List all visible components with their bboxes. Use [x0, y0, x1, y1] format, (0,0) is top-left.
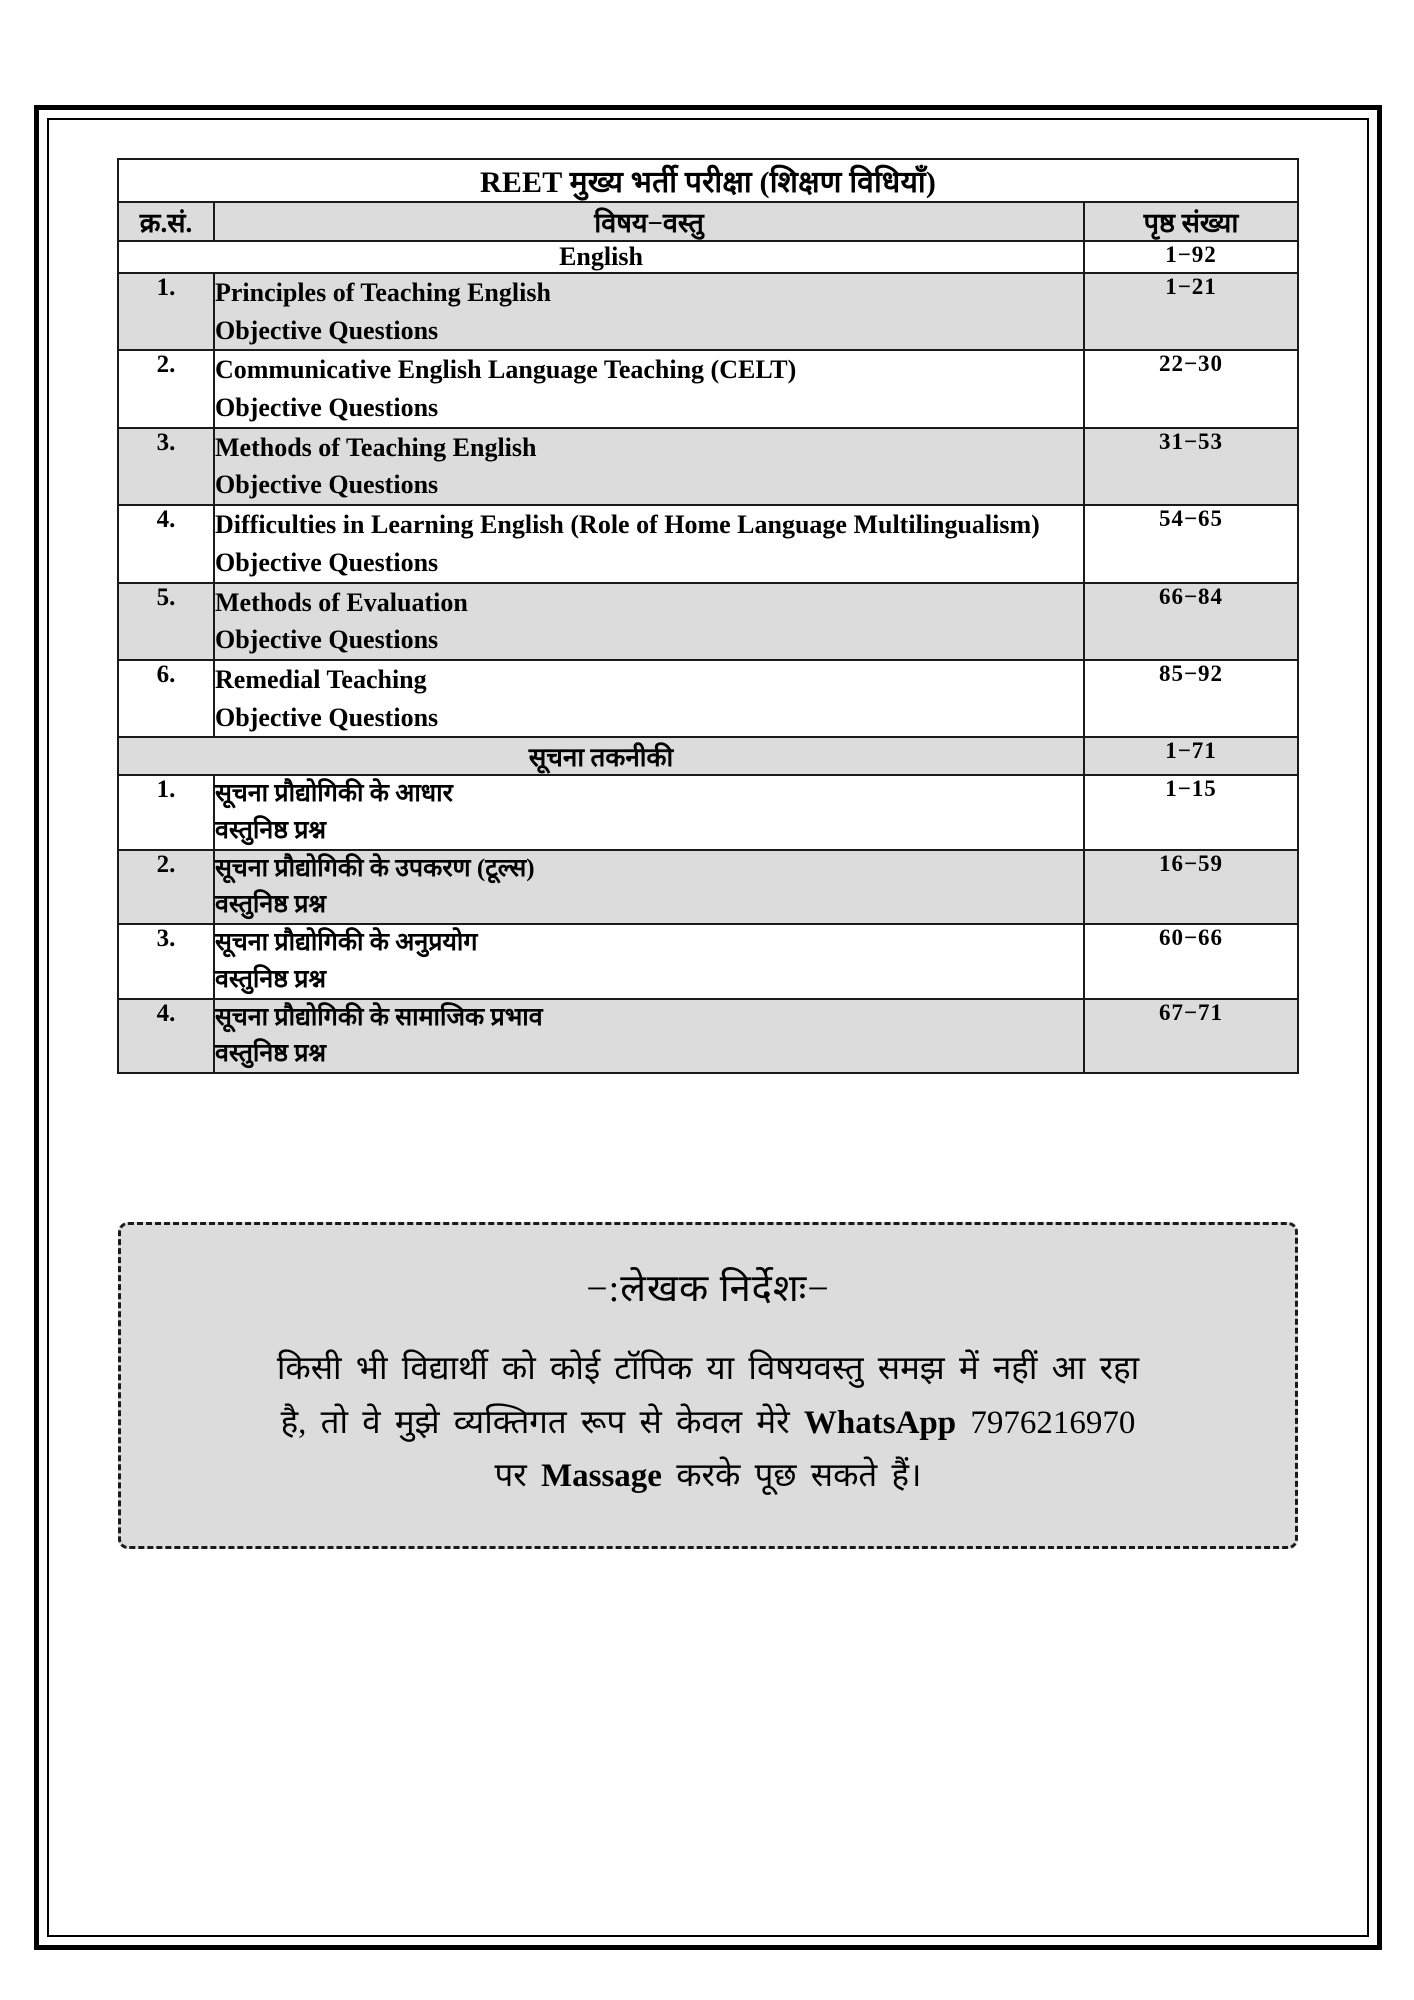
row-topic-title: सूचना प्रौद्योगिकी के अनुप्रयोग	[215, 929, 478, 957]
row-sr-no: 4.	[118, 505, 214, 582]
table-row	[118, 350, 1298, 427]
row-topic-sub: Objective Questions	[215, 470, 439, 500]
row-pages: 1−21	[1084, 273, 1298, 350]
row-sr-no: 2.	[118, 350, 214, 427]
row-topic-title: Principles of Teaching English	[215, 278, 551, 307]
author-note-line-3-suffix: करके पूछ सकते हैं।	[676, 1458, 922, 1495]
row-topic	[214, 350, 1084, 427]
row-topic-title: सूचना प्रौद्योगिकी के उपकरण (टूल्स)	[215, 854, 535, 882]
table-row	[118, 660, 1298, 737]
row-topic	[214, 583, 1084, 660]
row-sr-no: 4.	[118, 999, 214, 1074]
whatsapp-phone-number: 7976216970	[970, 1404, 1136, 1441]
author-note-box	[118, 1222, 1298, 1548]
table-row	[118, 273, 1298, 350]
row-sr-no: 6.	[118, 660, 214, 737]
row-topic	[214, 505, 1084, 582]
column-header-page-no: पृष्ठ संख्या	[1084, 202, 1298, 241]
section-pages-soochna-takneeki: 1−71	[1084, 737, 1298, 775]
author-note-body	[155, 1343, 1261, 1509]
row-topic-sub: वस्तुनिष्ठ प्रश्न	[215, 816, 327, 844]
section-name-english: English	[118, 241, 1084, 273]
table-title-row	[118, 159, 1298, 202]
row-pages: 16−59	[1084, 850, 1298, 925]
row-topic-title: Methods of Evaluation	[215, 587, 468, 617]
row-pages: 60−66	[1084, 924, 1298, 999]
row-sr-no: 3.	[118, 924, 214, 999]
row-topic-title: Methods of Teaching English	[215, 432, 537, 462]
row-topic-title: Remedial Teaching	[215, 664, 427, 694]
row-topic	[214, 850, 1084, 925]
row-pages: 1−15	[1084, 775, 1298, 850]
column-header-subject: विषय−वस्तु	[214, 202, 1084, 241]
massage-label: Massage	[540, 1458, 662, 1495]
row-topic-sub: Objective Questions	[215, 315, 439, 345]
row-topic-sub: वस्तुनिष्ठ प्रश्न	[215, 891, 327, 918]
row-topic	[214, 924, 1084, 999]
author-note-line-1: किसी भी विद्यार्थी को कोई टॉपिक या विषयवस्तु समझ में नहीं आ रहा	[276, 1351, 1140, 1388]
row-topic	[214, 775, 1084, 850]
row-pages: 66−84	[1084, 583, 1298, 660]
author-note-line-2	[159, 1397, 1257, 1450]
section-header-row	[118, 737, 1298, 775]
table-row	[118, 428, 1298, 505]
row-topic-sub: Objective Questions	[215, 702, 439, 732]
row-pages: 85−92	[1084, 660, 1298, 737]
row-topic	[214, 999, 1084, 1074]
author-note-line-3	[159, 1450, 1257, 1503]
row-sr-no: 5.	[118, 583, 214, 660]
row-topic	[214, 273, 1084, 350]
row-topic	[214, 428, 1084, 505]
row-pages: 67−71	[1084, 999, 1298, 1074]
author-note-heading: −:लेखक निर्देशः−	[586, 1268, 830, 1311]
table-row	[118, 505, 1298, 582]
row-topic	[214, 660, 1084, 737]
row-topic-sub: Objective Questions	[215, 547, 439, 577]
row-sr-no: 1.	[118, 775, 214, 850]
row-sr-no: 1.	[118, 273, 214, 350]
table-header-row	[118, 202, 1298, 241]
row-sr-no: 2.	[118, 850, 214, 925]
table-row	[118, 775, 1298, 850]
row-sr-no: 3.	[118, 428, 214, 505]
row-topic-sub: Objective Questions	[215, 393, 439, 423]
page-border-outer	[34, 105, 1382, 1950]
row-topic-sub: वस्तुनिष्ठ प्रश्न	[215, 1040, 327, 1067]
row-topic-title: सूचना प्रौद्योगिकी के आधार	[215, 780, 453, 808]
column-header-sr-no: क्र.सं.	[118, 202, 214, 241]
row-topic-title: Communicative English Language Teaching (CELT)	[215, 355, 797, 385]
row-topic-sub: वस्तुनिष्ठ प्रश्न	[215, 965, 327, 993]
table-row	[118, 850, 1298, 925]
whatsapp-label: WhatsApp	[803, 1404, 957, 1441]
author-note-line-3-prefix: पर	[494, 1458, 527, 1495]
row-pages: 54−65	[1084, 505, 1298, 582]
table-row	[118, 583, 1298, 660]
index-table	[117, 158, 1299, 1074]
section-pages-english: 1−92	[1084, 241, 1298, 273]
row-topic-sub: Objective Questions	[215, 625, 439, 655]
row-pages: 22−30	[1084, 350, 1298, 427]
row-topic-title: Difficulties in Learning English (Role of Home Language Multilingualism)	[215, 510, 1040, 540]
author-note-line-2-text: है, तो वे मुझे व्यक्तिगत रूप से केवल मेरे	[280, 1404, 790, 1441]
row-topic-title: सूचना प्रौद्योगिकी के सामाजिक प्रभाव	[215, 1003, 543, 1031]
table-row	[118, 999, 1298, 1074]
row-pages: 31−53	[1084, 428, 1298, 505]
section-header-row	[118, 241, 1298, 273]
page-title: REET मुख्य भर्ती परीक्षा (शिक्षण विधियाँ)	[118, 159, 1298, 202]
section-name-soochna-takneeki: सूचना तकनीकी	[118, 737, 1084, 775]
table-row	[118, 924, 1298, 999]
page-content	[39, 110, 1377, 1945]
